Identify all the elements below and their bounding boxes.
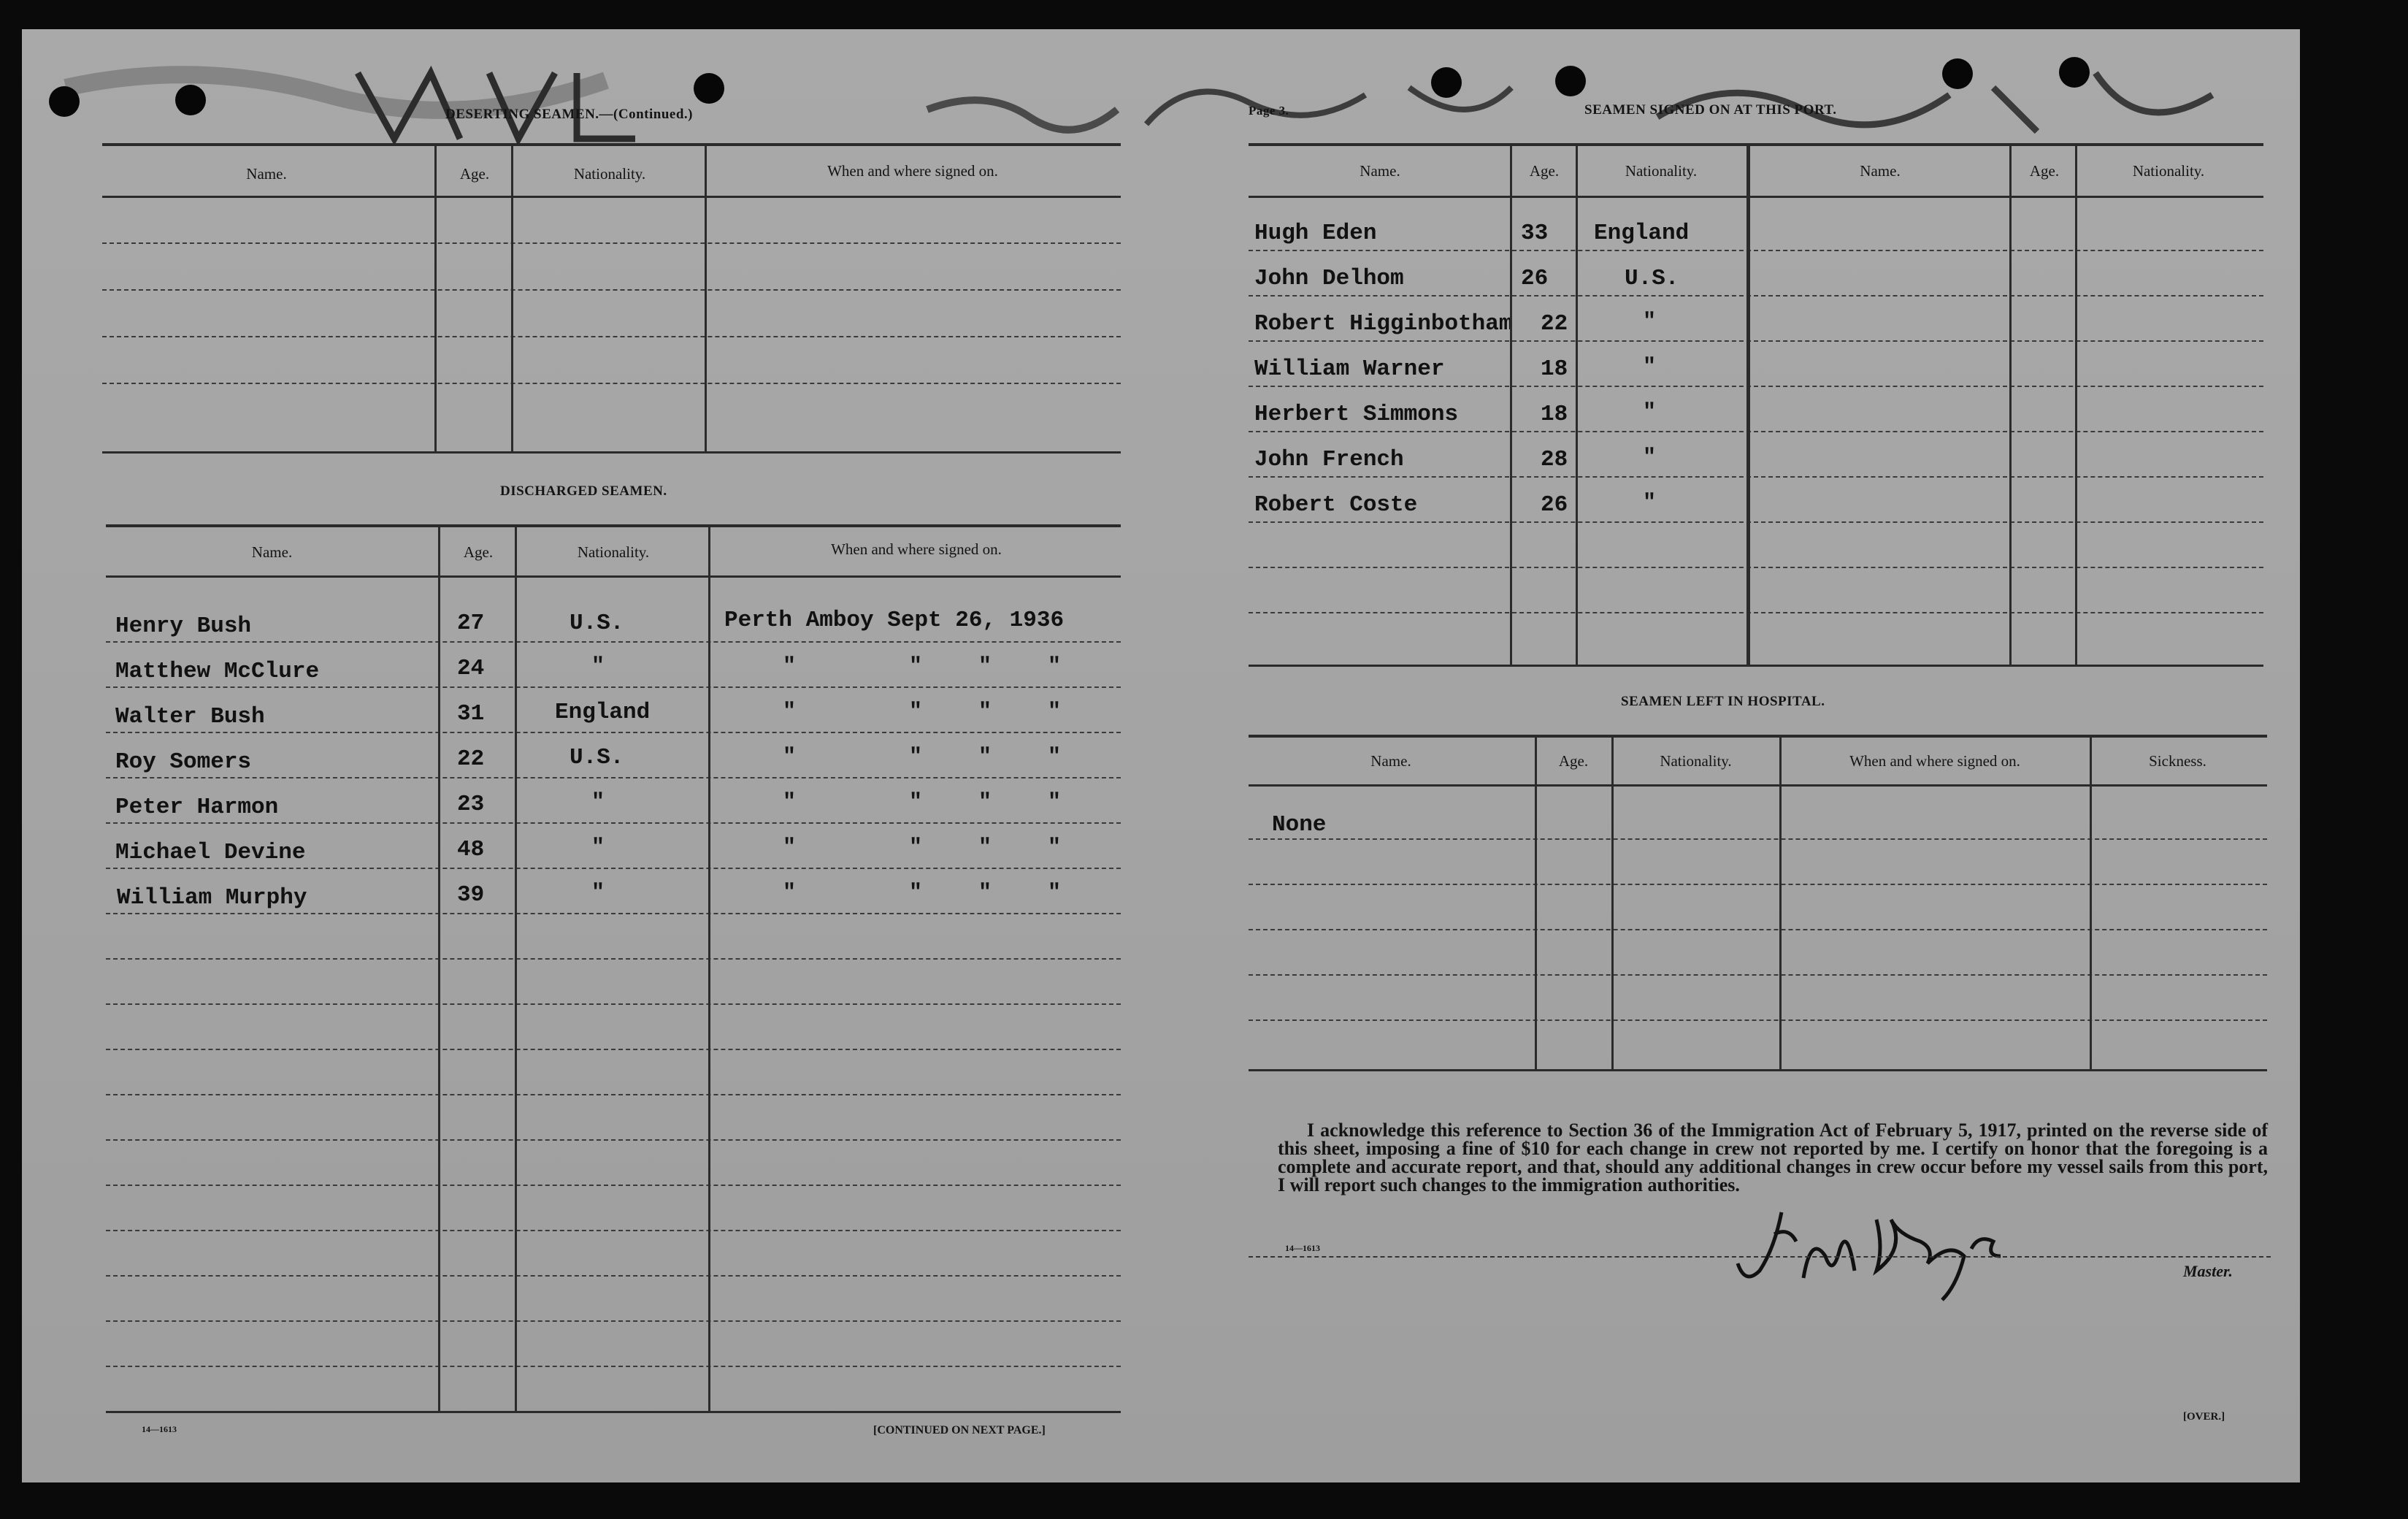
deserting-title: DESERTING SEAMEN.—(Continued.) [445, 107, 693, 122]
discharged-nationality: U.S. [570, 745, 624, 770]
signed-on-nationality: " [1643, 445, 1657, 470]
col-header-nationality: Nationality. [577, 543, 650, 561]
signed-on-nationality: " [1643, 400, 1657, 425]
col-line [434, 146, 437, 453]
row-line [106, 1320, 1121, 1322]
discharged-age: 27 [457, 611, 485, 636]
discharged-nationality: " [591, 790, 605, 815]
punch-hole [1942, 58, 1973, 89]
discharged-age: 22 [457, 746, 485, 772]
ditto-mark: " [1048, 835, 1062, 860]
hospital-name: None [1272, 812, 1327, 838]
certification-text: I acknowledge this reference to Section 36 of the Immigration Act of February 5, 1917, printed on the reverse side of this sheet, imposing a fine of $10 for each change in crew not reported by me. I certify on honor that the foregoing is a complete and accurate report, and that, should any additional changes in crew occur before my vessel sails from this port, I will report such changes to the immigration authorities. [1278, 1120, 2268, 1195]
manifest-sheet [22, 29, 2300, 1482]
rule [102, 451, 1121, 454]
col-header-signed-on: When and where signed on. [1849, 752, 2020, 770]
discharged-name: Matthew McClure [115, 659, 320, 684]
row-line [106, 1094, 1121, 1095]
rule [1249, 143, 2263, 146]
row-line [106, 732, 1121, 733]
row-line [102, 289, 1121, 291]
col-header-signed-on: When and where signed on. [831, 540, 1002, 558]
signed-on-title: SEAMEN SIGNED ON AT THIS PORT. [1584, 102, 1837, 118]
row-line [106, 1139, 1121, 1141]
rule [102, 143, 1121, 146]
col-line [1779, 738, 1782, 1071]
rule [1249, 665, 2263, 667]
col-header-name: Name. [1360, 162, 1400, 180]
row-line [106, 1049, 1121, 1050]
discharged-signed-on: " [783, 881, 797, 906]
continued-note: [CONTINUED ON NEXT PAGE.] [873, 1424, 1046, 1436]
over-note: [OVER.] [2183, 1411, 2225, 1423]
rule [102, 196, 1121, 198]
signed-on-name: Robert Higginbotham [1254, 311, 1513, 337]
col-line [705, 146, 707, 453]
col-header-sickness: Sickness. [2149, 752, 2206, 770]
discharged-name: William Murphy [117, 885, 307, 911]
ditto-mark: " [909, 745, 923, 770]
row-line [106, 822, 1121, 824]
row-line [1249, 838, 2267, 840]
rule [1249, 1069, 2267, 1071]
row-line [106, 1003, 1121, 1005]
ditto-mark: " [978, 790, 992, 815]
discharged-nationality: " [591, 835, 605, 860]
row-line [106, 1275, 1121, 1277]
signature-line [1249, 1256, 2271, 1258]
discharged-name: Peter Harmon [115, 795, 279, 820]
row-line [106, 868, 1121, 869]
signed-on-nationality: England [1594, 221, 1690, 246]
ditto-mark: " [909, 881, 923, 906]
col-header-nationality: Nationality. [1660, 752, 1732, 770]
signed-on-age: 26 [1541, 492, 1568, 518]
row-line [1249, 340, 2263, 342]
signed-on-age: 18 [1541, 356, 1568, 382]
row-line [102, 336, 1121, 337]
discharged-signed-on: " [783, 835, 797, 860]
ditto-mark: " [1048, 654, 1062, 679]
row-line [1249, 884, 2267, 885]
discharged-name: Walter Bush [115, 704, 265, 730]
row-line [1249, 1019, 2267, 1021]
row-line [1249, 567, 2263, 568]
col-line [515, 527, 517, 1412]
handwritten-scrawl [51, 44, 2227, 153]
col-header-name: Name. [251, 543, 293, 561]
ditto-mark: " [909, 835, 923, 860]
discharged-nationality: " [591, 654, 605, 679]
signed-on-name: John French [1254, 447, 1404, 472]
col-line [2090, 738, 2092, 1071]
punch-hole [175, 85, 206, 115]
discharged-age: 24 [457, 656, 485, 681]
form-number: 14—1613 [142, 1424, 177, 1434]
signed-on-age: 26 [1521, 266, 1549, 291]
row-line [1249, 974, 2267, 976]
punch-hole [1431, 67, 1462, 98]
col-line [1611, 738, 1614, 1071]
ditto-mark: " [1048, 745, 1062, 770]
row-line [106, 1185, 1121, 1186]
col-line [511, 146, 513, 453]
ditto-mark: " [909, 700, 923, 724]
punch-hole [1555, 66, 1586, 96]
signed-on-name: Hugh Eden [1254, 221, 1377, 246]
row-line [1249, 250, 2263, 251]
ditto-mark: " [978, 881, 992, 906]
ditto-mark: " [978, 835, 992, 860]
col-header-nationality: Nationality. [573, 165, 646, 183]
col-line [1746, 146, 1750, 666]
row-line [106, 641, 1121, 643]
col-header-nationality: Nationality. [2132, 162, 2205, 180]
page-label: Page 3. [1249, 104, 1289, 118]
col-line [1535, 738, 1537, 1071]
discharged-age: 48 [457, 837, 485, 862]
signed-on-name: John Delhom [1254, 266, 1404, 291]
discharged-age: 39 [457, 882, 485, 908]
ditto-mark: " [978, 654, 992, 679]
row-line [106, 777, 1121, 778]
row-line [1249, 612, 2263, 613]
discharged-title: DISCHARGED SEAMEN. [500, 483, 667, 499]
discharged-signed-on: " [783, 745, 797, 770]
rule [1249, 196, 2263, 198]
ditto-mark: " [1048, 700, 1062, 724]
discharged-nationality: England [555, 700, 651, 725]
rule [106, 575, 1121, 578]
col-header-age: Age. [1558, 752, 1589, 770]
signed-on-nationality: U.S. [1625, 266, 1679, 291]
discharged-signed-on: " [783, 790, 797, 815]
row-line [106, 1230, 1121, 1231]
row-line [106, 913, 1121, 914]
ditto-mark: " [909, 654, 923, 679]
signed-on-name: Herbert Simmons [1254, 402, 1459, 427]
row-line [106, 686, 1121, 688]
punch-hole [2059, 57, 2090, 88]
hospital-title: SEAMEN LEFT IN HOSPITAL. [1621, 694, 1825, 709]
col-header-age: Age. [2029, 162, 2060, 180]
ditto-mark: " [1048, 790, 1062, 815]
signed-on-nationality: " [1643, 491, 1657, 516]
signed-on-nationality: " [1643, 310, 1657, 334]
row-line [1249, 386, 2263, 387]
discharged-name: Henry Bush [115, 613, 252, 639]
discharged-nationality: U.S. [570, 611, 624, 636]
row-line [1249, 431, 2263, 432]
rule [106, 524, 1121, 527]
master-label: Master. [2183, 1262, 2233, 1280]
discharged-name: Roy Somers [115, 749, 252, 775]
col-line [2009, 146, 2012, 666]
col-header-nationality: Nationality. [1625, 162, 1698, 180]
signed-on-name: Robert Coste [1254, 492, 1418, 518]
punch-hole [694, 73, 724, 104]
discharged-signed-on: Perth Amboy Sept 26, 1936 [724, 608, 1065, 633]
row-line [102, 383, 1121, 384]
discharged-nationality: " [591, 881, 605, 906]
discharged-signed-on: " [783, 654, 797, 679]
discharged-signed-on: " [783, 700, 797, 724]
discharged-age: 31 [457, 701, 485, 727]
rule [1249, 784, 2267, 787]
col-header-signed-on: When and where signed on. [827, 162, 998, 180]
col-header-name: Name. [1370, 752, 1411, 770]
discharged-age: 23 [457, 792, 485, 817]
signed-on-age: 22 [1541, 311, 1568, 337]
col-line [2075, 146, 2077, 666]
discharged-name: Michael Devine [115, 840, 306, 865]
row-line [102, 242, 1121, 244]
col-header-name: Name. [246, 165, 287, 183]
rule [1249, 735, 2267, 738]
row-line [1249, 521, 2263, 523]
signed-on-age: 28 [1541, 447, 1568, 472]
signed-on-name: William Warner [1254, 356, 1445, 382]
row-line [1249, 295, 2263, 296]
col-header-age: Age. [459, 165, 490, 183]
form-number: 14—1613 [1285, 1243, 1320, 1253]
rule [106, 1411, 1121, 1413]
col-line [438, 527, 440, 1412]
col-header-age: Age. [1529, 162, 1560, 180]
row-line [1249, 476, 2263, 478]
row-line [1249, 929, 2267, 930]
row-line [106, 958, 1121, 960]
col-line [1576, 146, 1578, 666]
ditto-mark: " [909, 790, 923, 815]
ditto-mark: " [1048, 881, 1062, 906]
punch-hole [49, 86, 80, 117]
signed-on-age: 33 [1521, 221, 1549, 246]
signed-on-nationality: " [1643, 355, 1657, 380]
col-line [708, 527, 710, 1412]
signed-on-age: 18 [1541, 402, 1568, 427]
row-line [106, 1366, 1121, 1367]
ditto-mark: " [978, 700, 992, 724]
col-line [1510, 146, 1512, 666]
ditto-mark: " [978, 745, 992, 770]
col-header-age: Age. [463, 543, 494, 561]
col-header-name: Name. [1860, 162, 1901, 180]
